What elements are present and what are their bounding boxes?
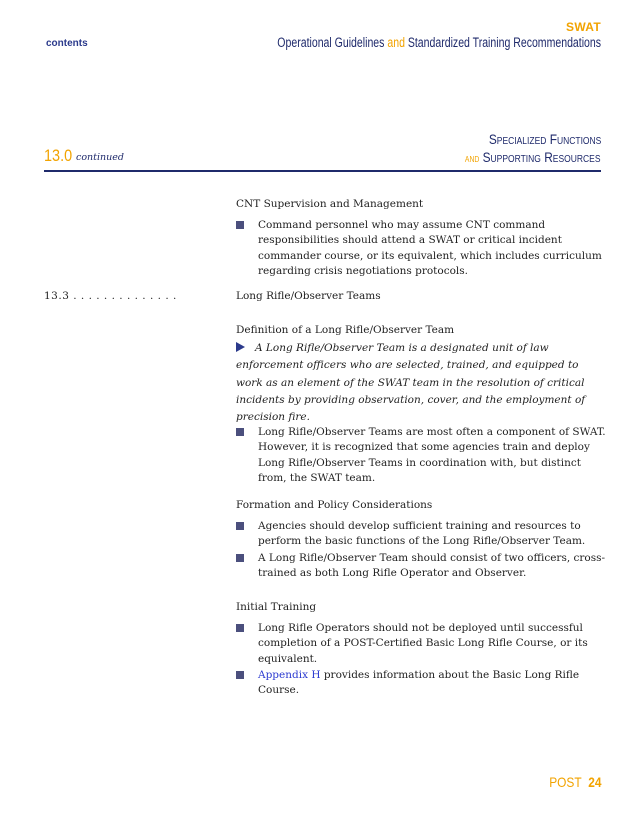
formation-bullet-2: A Long Rifle/Observer Team should consist of two officers, cross-trained as both Long Rifle Operator and Observer. <box>258 552 606 580</box>
square-bullet-icon <box>236 221 244 229</box>
formation-heading: Formation and Policy Considerations <box>236 499 433 511</box>
section-title-line1: Specialized Functions <box>488 131 601 147</box>
appendix-h-link[interactable]: Appendix H <box>258 669 321 681</box>
section-title-line2 <box>465 149 601 165</box>
definition-heading: Definition of a Long Rifle/Observer Team <box>236 324 455 336</box>
square-bullet-icon <box>236 522 244 530</box>
section-continued: continued <box>76 152 124 163</box>
page-footer <box>549 774 601 790</box>
square-bullet-icon <box>236 554 244 562</box>
training-bullet-2-text: provides information about the Basic Long Rifle Course. <box>258 669 580 697</box>
subsection-number: 13.3 . . . . . . . . . . . . . . <box>44 290 177 302</box>
section-divider <box>44 170 601 172</box>
subtitle-part2: Standardized Training Recommendations <box>404 35 601 50</box>
formation-bullet-1: Agencies should develop sufficient training and resources to perform the basic functions of the Long Rifle/Observer Team. <box>258 520 586 548</box>
square-bullet-icon <box>236 428 244 436</box>
footer-label: POST <box>548 774 582 790</box>
section-title-and: and <box>465 153 480 165</box>
definition-text: A Long Rifle/Observer Team is a designated unit of law enforcement officers who are selected, trained, and equipped to work as an element of the SWAT team in the resolution of critical incidents by providing observation, cover, and the employment of precision fire. <box>236 342 586 424</box>
square-bullet-icon <box>236 671 244 679</box>
subsection-title: Long Rifle/Observer Teams <box>236 290 381 302</box>
brand-title: SWAT <box>566 20 601 34</box>
training-bullet-1: Long Rifle Operators should not be deployed until successful completion of a POST-Certified Basic Long Rifle Course, or its equivalent. <box>258 622 588 665</box>
definition-paragraph <box>236 340 606 426</box>
section-number: 13.0 <box>44 146 73 165</box>
document-subtitle <box>277 35 601 50</box>
training-heading: Initial Training <box>236 601 317 613</box>
section-title-rest: Supporting Resources <box>479 149 601 165</box>
contents-link[interactable]: contents <box>46 38 88 49</box>
cnt-bullet-1: Command personnel who may assume CNT command responsibilities should attend a SWAT or critical incident commander course, or its equivalent, which includes curriculum regarding crisis negotiations protocols. <box>258 219 602 278</box>
page-number: 24 <box>587 774 601 790</box>
square-bullet-icon <box>236 624 244 632</box>
subtitle-and: and <box>387 35 405 50</box>
cnt-heading: CNT Supervision and Management <box>236 198 424 210</box>
subtitle-part1: Operational Guidelines <box>277 35 388 50</box>
definition-bullet-1: Long Rifle/Observer Teams are most often a component of SWAT. However, it is recognized that some agencies train and deploy Long Rifle/Observer Teams in coordination with, but distinct from, the SWAT team. <box>258 426 606 485</box>
triangle-arrow-icon <box>236 342 245 352</box>
training-bullet-2 <box>258 668 606 699</box>
